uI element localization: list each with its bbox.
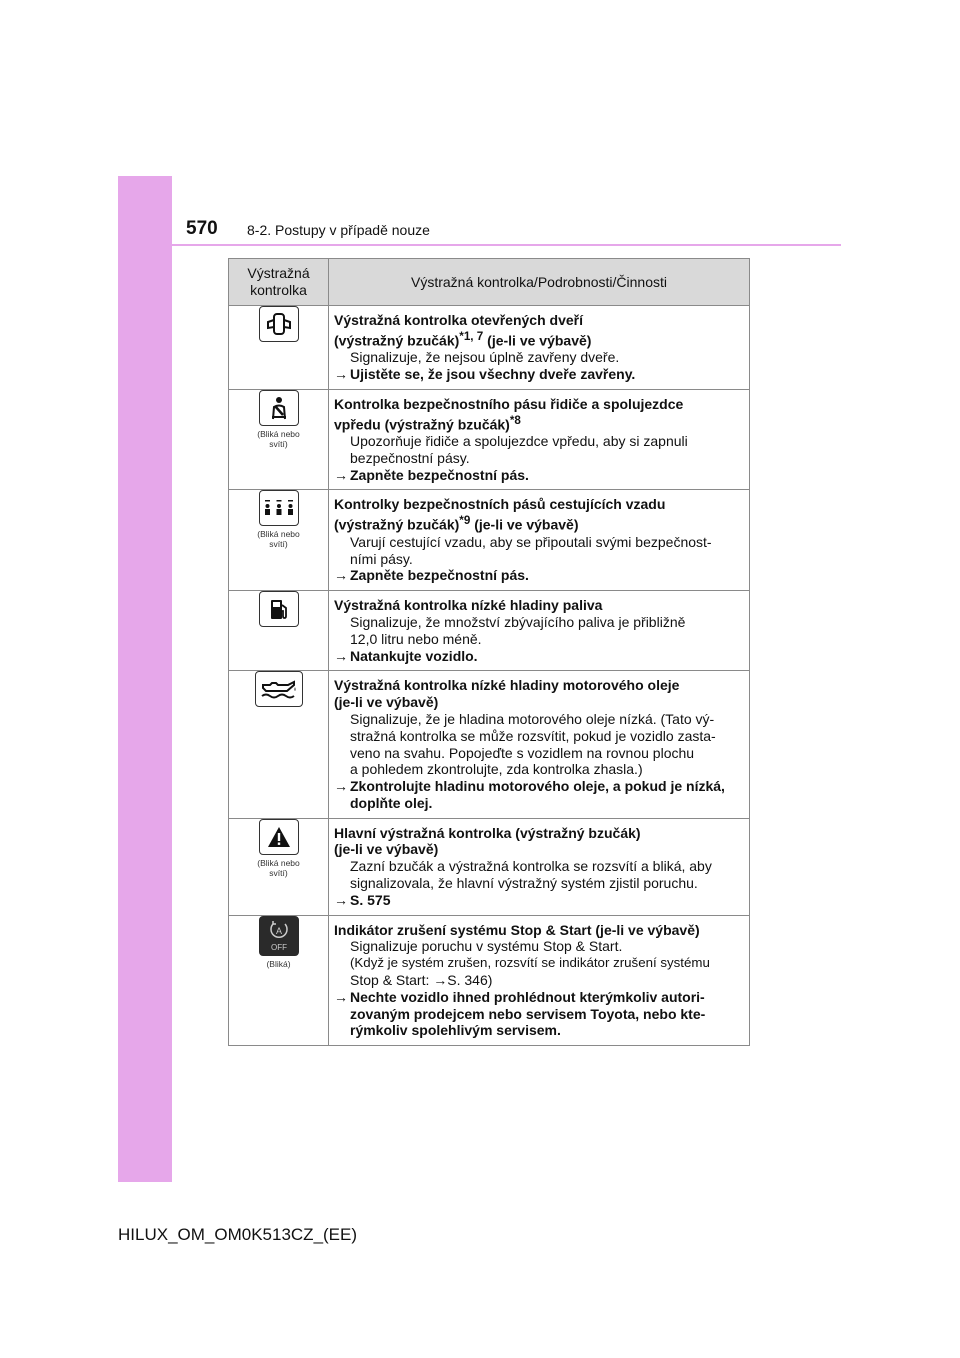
- table-header-row: [229, 259, 750, 306]
- row-title: Výstražná kontrolka nízké hladiny motorového oleje: [334, 677, 680, 694]
- row-action: → Zkontrolujte hladinu motorového oleje, a pokud je nízká, doplňte olej.: [334, 778, 725, 811]
- table-row: Výstražná kontrolka otevřených dveří (výstražný bzučák)$^{*1, 7}$ (je-li ve výbavě) Signalizuje, že nejsou úplně zavřeny dveře. → Ujistěte se, že jsou všechny dveře zavřeny.: [229, 306, 750, 390]
- oil-level-icon: [255, 671, 303, 707]
- header-rule: [172, 244, 841, 246]
- row-description: Signalizuje, že nejsou úplně zavřeny dveře.: [350, 349, 620, 366]
- icon-caption: (Bliká nebo svítí): [257, 428, 300, 449]
- svg-text:A: A: [275, 925, 282, 936]
- table-row: (Bliká nebo svítí) Hlavní výstražná kontrolka (výstražný bzučák) (je-li ve výbavě) Zazní bzučák a výstražná kontrolka se rozsvítí a bliká, aby signalizovala, že hlavní výstražný systém zjistil poruchu. → S. 575: [229, 818, 750, 915]
- row-title: Indikátor zrušení systému Stop & Start (je-li ve výbavě): [334, 921, 700, 938]
- row-action: → Natankujte vozidlo.: [334, 647, 478, 664]
- page-reference: S. 346): [447, 972, 493, 989]
- table-row: Výstražná kontrolka nízké hladiny paliva Signalizuje, že množství zbývajícího paliva je přibližně 12,0 litru nebo méně. → Natankujte vozidlo.: [229, 591, 750, 671]
- rear-seatbelts-icon: [259, 490, 299, 526]
- row-action: → S. 575: [334, 891, 391, 908]
- row-action: → Zapněte bezpečnostní pás.: [334, 567, 529, 584]
- row-title: Kontrolka bezpečnostního pásu řidiče a spolujezdce: [334, 395, 684, 412]
- page-number: 570: [186, 218, 218, 239]
- row-title: Výstražná kontrolka nízké hladiny paliva: [334, 597, 603, 614]
- warning-lights-table: [228, 258, 750, 1046]
- row-description: Signalizuje, že je hladina motorového oleje nízká. (Tato vý-: [350, 710, 715, 727]
- icon-caption: (Bliká nebo svítí): [257, 529, 300, 550]
- master-warning-icon: [259, 819, 299, 855]
- row-description: Varují cestující vzadu, aby se připoutali svými bezpečnost-: [350, 533, 712, 550]
- row-description: Zazní bzučák a výstražná kontrolka se rozsvítí a bliká, aby: [350, 858, 712, 875]
- table-row: Výstražná kontrolka nízké hladiny motorového oleje (je-li ve výbavě) Signalizuje, že je hladina motorového oleje nízká. (Tato vý- stražná kontrolka se může rozsvítit, pokud je vozidlo zasta- veno na svahu. Popojeďte s vozidlem na rovnou plochu a pohledem zkontrolujte, zda kontrolka zhasla.) → Zkontrolujte hladinu motorového oleje, a pokud je nízká, doplňte olej.: [229, 671, 750, 818]
- row-action: → Zapněte bezpečnostní pás.: [334, 466, 529, 483]
- row-title: Hlavní výstražná kontrolka (výstražný bzučák): [334, 824, 641, 841]
- seatbelt-icon: [259, 390, 299, 426]
- row-description: Upozorňuje řidiče a spolujezdce vpředu, aby si zapnuli: [350, 433, 688, 450]
- table-row: A OFF (Bliká) Indikátor zrušení systému Stop & Start (je-li ve výbavě) Signalizuje poruchu v systému Stop & Start. (Když je systém zrušen, rozsvítí se indikátor zrušení systému Stop & Start: →S. 346) → Nechte vozidlo ihned prohlédnout kterýmkoliv autori- zovaným prodejcem nebo servisem Toyota, nebo kte- rýmkoliv spolehlivým servisem.: [229, 915, 750, 1046]
- icon-caption: (Bliká nebo svítí): [257, 857, 300, 878]
- table-row: (Bliká nebo svítí) Kontrolka bezpečnostního pásu řidiče a spolujezdce vpředu (výstražný bzučák)$^{*8}$ Upozorňuje řidiče a spolujezdce vpředu, aby si zapnuli bezpečnostní pásy. → Zapněte bezpečnostní pás.: [229, 389, 750, 490]
- fuel-pump-icon: [259, 591, 299, 627]
- row-action: → Nechte vozidlo ihned prohlédnout kterýmkoliv autori- zovaným prodejcem nebo servisem Toyota, nebo kte- rýmkoliv spolehlivým servisem.: [334, 988, 706, 1039]
- row-description: Signalizuje poruchu v systému Stop & Start.: [350, 938, 623, 955]
- col-header-light: Výstražná kontrolka: [229, 259, 329, 306]
- col-header-details: Výstražná kontrolka/Podrobnosti/Činnosti: [329, 259, 750, 306]
- svg-text:OFF: OFF: [270, 942, 287, 952]
- table-row: (Bliká nebo svítí) Kontrolky bezpečnostních pásů cestujících vzadu (výstražný bzučák)$^{*9}$ (je-li ve výbavě) Varují cestující vzadu, aby se připoutali svými bezpečnost- ními pásy. → Zapněte bezpečnostní pás.: [229, 490, 750, 591]
- row-title: Kontrolky bezpečnostních pásů cestujících vzadu: [334, 496, 666, 513]
- row-action: → Ujistěte se, že jsou všechny dveře zavřeny.: [334, 366, 636, 383]
- icon-caption: (Bliká): [266, 958, 291, 969]
- document-code: HILUX_OM_OM0K513CZ_(EE): [118, 1225, 358, 1244]
- chapter-tab-bar: [118, 176, 172, 1182]
- row-title: Výstražná kontrolka otevřených dveří: [334, 312, 583, 328]
- door-open-icon: [259, 306, 299, 342]
- row-description: Signalizuje, že množství zbývajícího paliva je přibližně: [350, 613, 686, 630]
- stop-start-off-icon: [259, 916, 299, 956]
- row-note: (Když je systém zrušen, rozsvítí se indikátor zrušení systému: [350, 955, 710, 971]
- section-title: 8-2. Postupy v případě nouze: [247, 222, 430, 238]
